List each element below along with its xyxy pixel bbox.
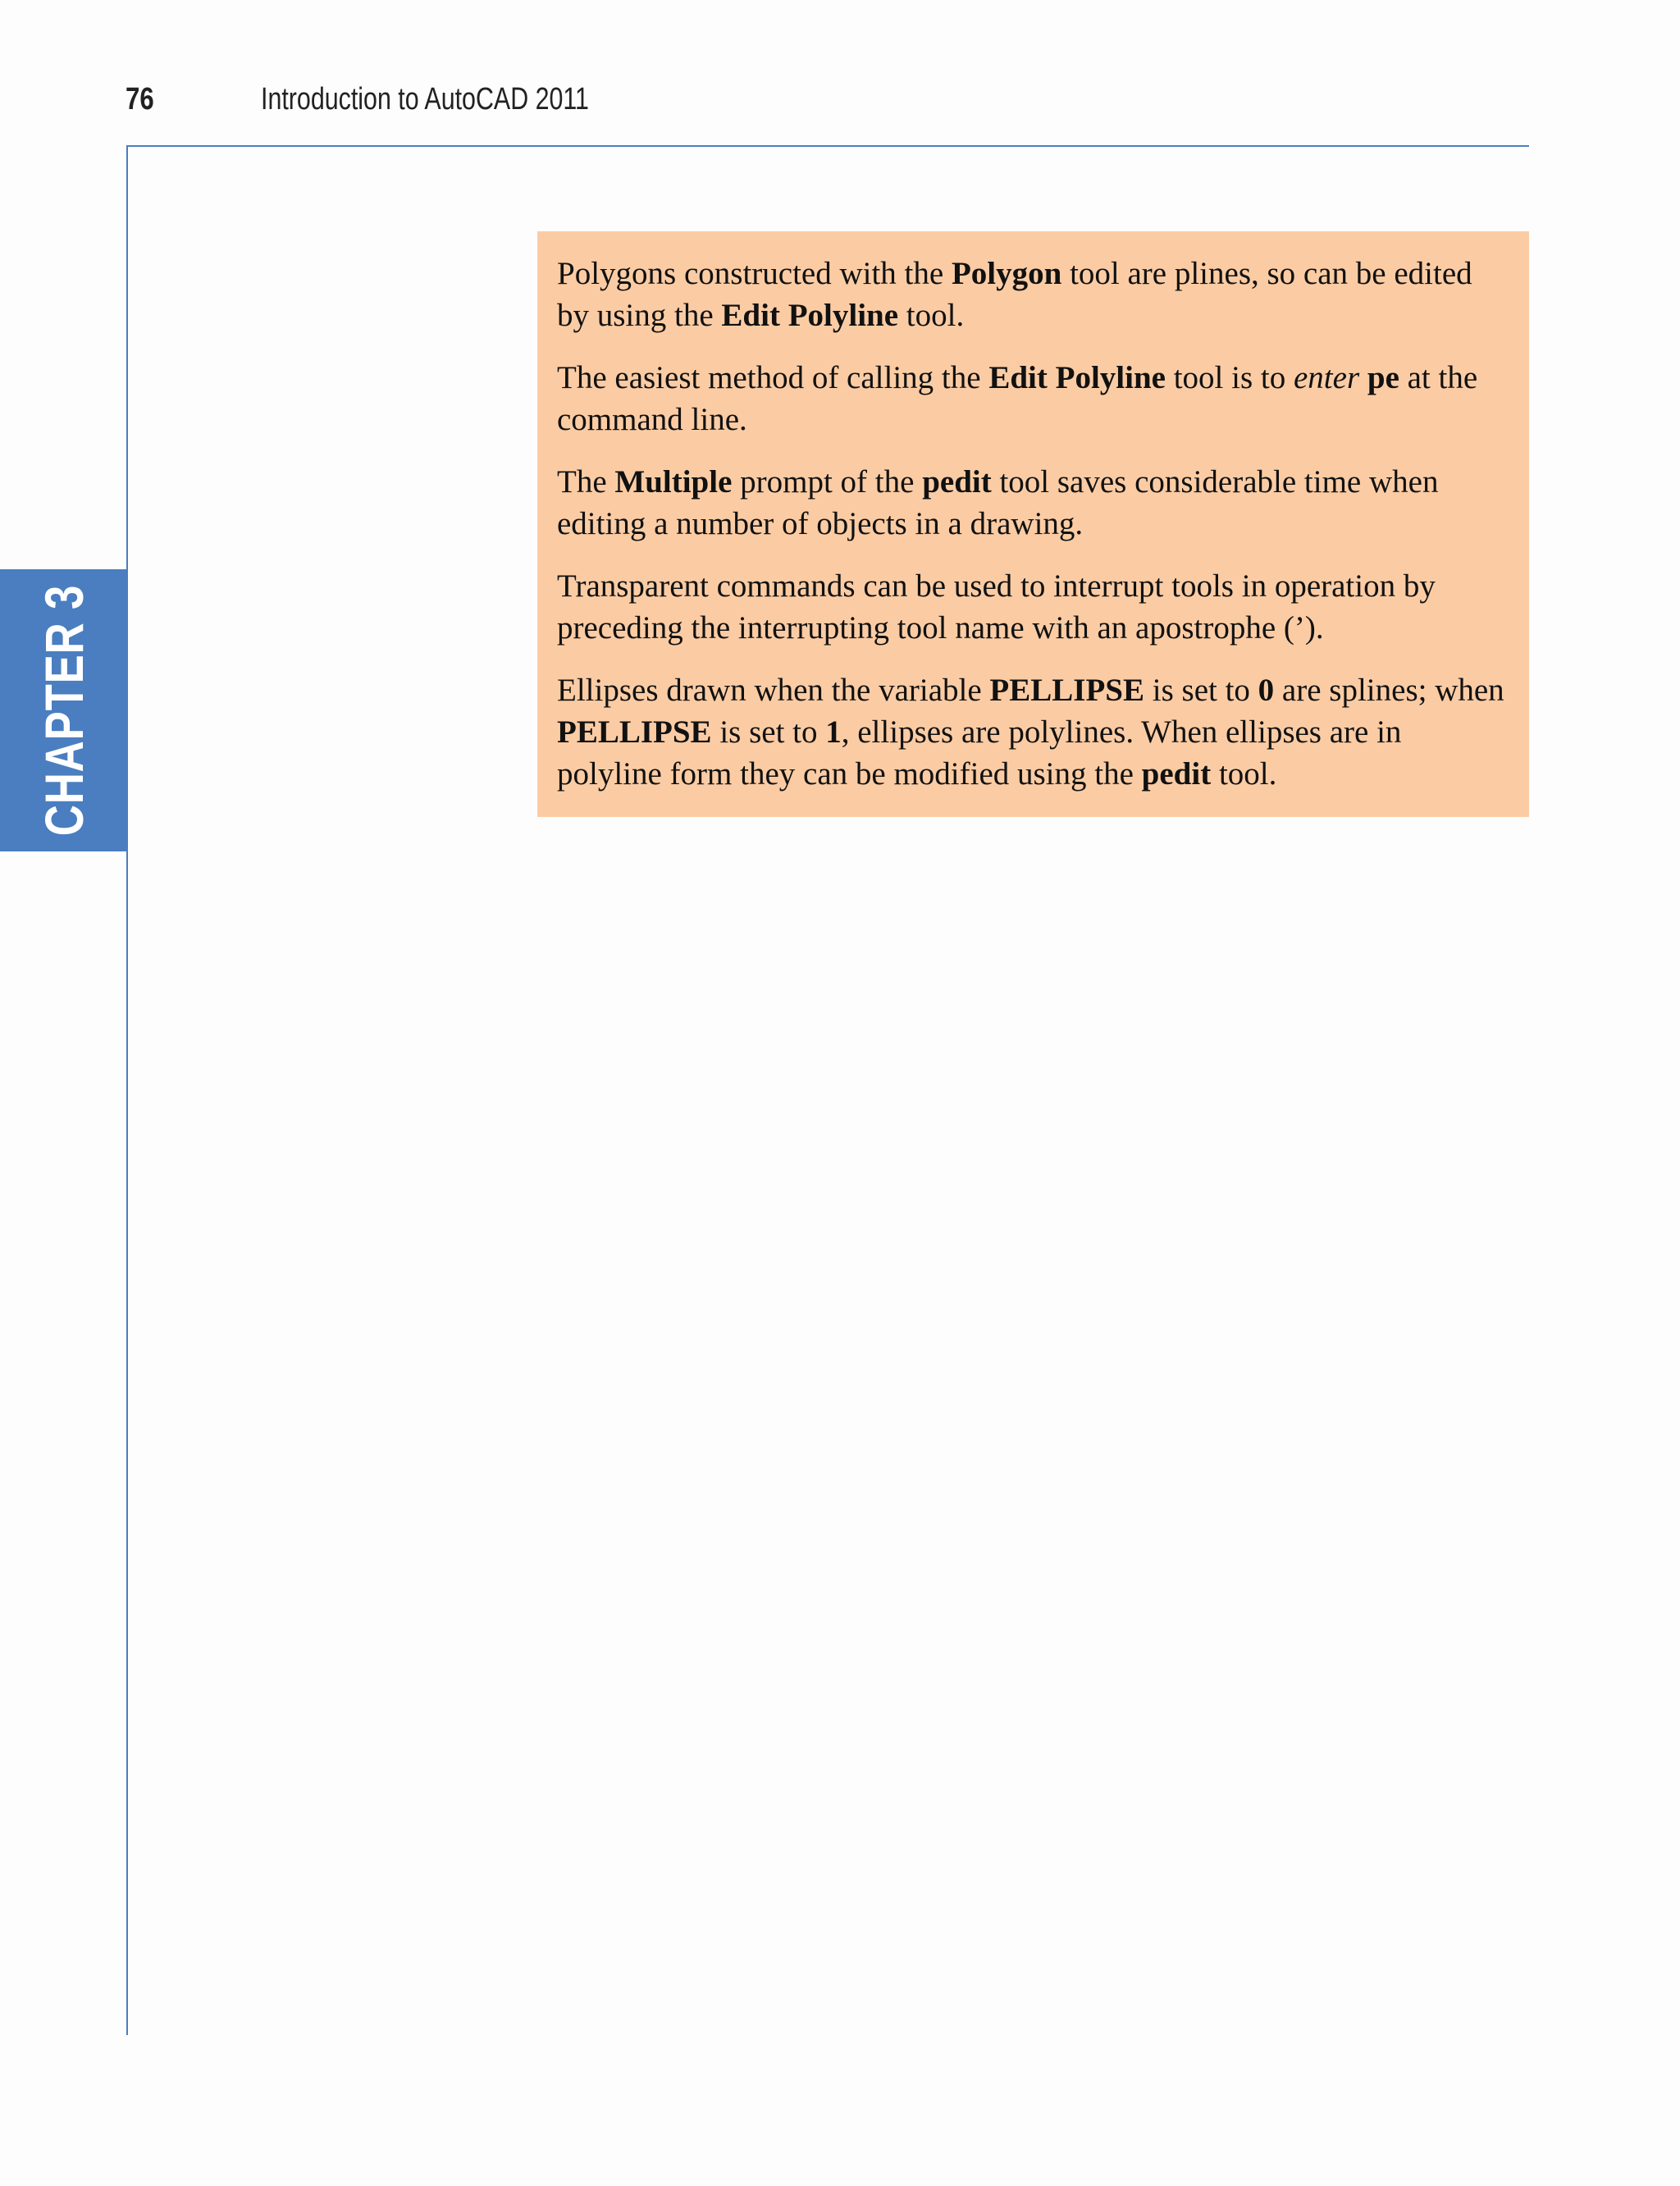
header-rule	[126, 145, 1529, 147]
summary-box	[537, 231, 1529, 817]
margin-rule	[126, 145, 128, 2035]
chapter-tab-label: CHAPTER 3	[33, 584, 94, 837]
summary-paragraph-3: The Multiple prompt of the pedit tool saves considerable time when editing a number of objects in a drawing.	[557, 464, 1439, 541]
summary-paragraph-1: Polygons constructed with the Polygon tool are plines, so can be edited by using the Edit Polyline tool.	[557, 256, 1472, 333]
page-number: 76	[126, 82, 154, 116]
summary-paragraph-4: Transparent commands can be used to interrupt tools in operation by preceding the interrupting tool name with an apostrophe (’).	[557, 568, 1436, 646]
running-title: Introduction to AutoCAD 2011	[261, 82, 589, 116]
summary-paragraph-2: The easiest method of calling the Edit Polyline tool is to enter pe at the command line.	[557, 360, 1478, 437]
summary-paragraph-5: Ellipses drawn when the variable PELLIPSE is set to 0 are splines; when PELLIPSE is set to 1, ellipses are polylines. When ellipses are in polyline form they can be modified using the pedit tool.	[557, 673, 1504, 792]
chapter-tab	[0, 569, 127, 851]
